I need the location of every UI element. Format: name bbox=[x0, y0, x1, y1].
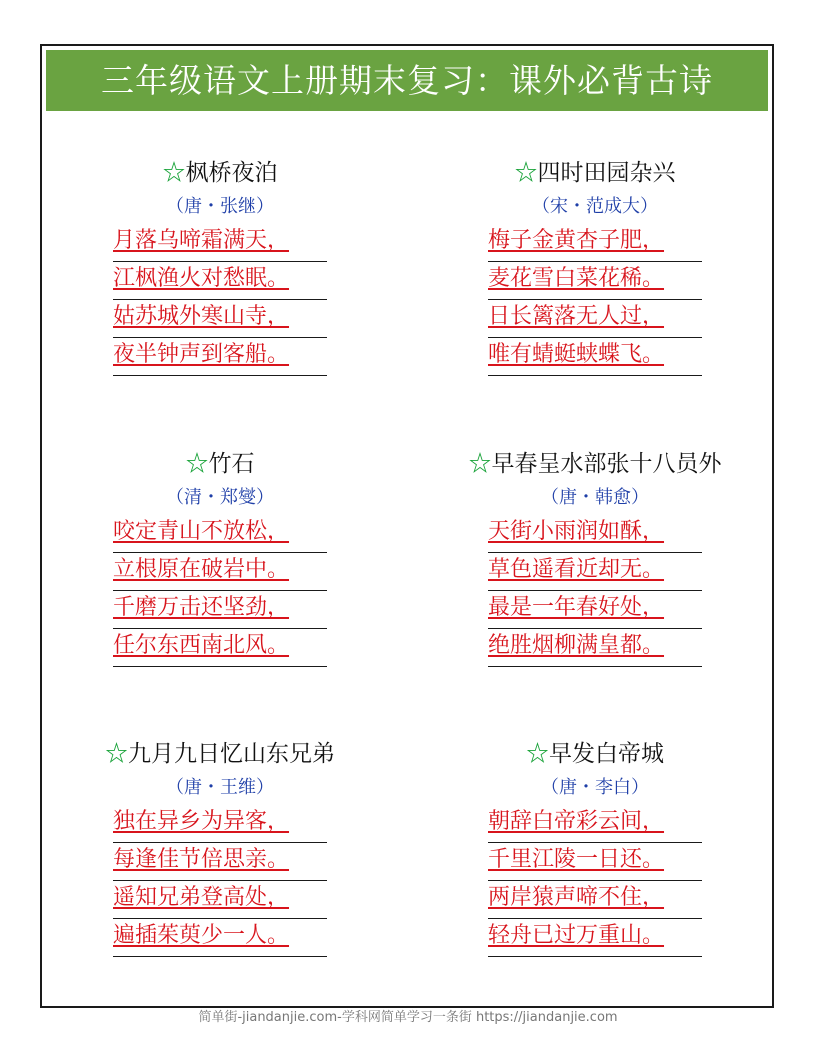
poem-line: 草色遥看近却无。 bbox=[488, 553, 702, 591]
star-icon: ☆ bbox=[468, 451, 492, 477]
poem-title-text: 九月九日忆山东兄弟 bbox=[128, 741, 335, 767]
poem-lines bbox=[488, 805, 702, 957]
poem-line: 任尔东西南北风。 bbox=[113, 629, 327, 667]
poem-card bbox=[70, 737, 370, 957]
poem-line: 千里江陵一日还。 bbox=[488, 843, 702, 881]
poem-title bbox=[70, 737, 370, 771]
poem-title-text: 四时田园杂兴 bbox=[537, 160, 676, 186]
poem-card bbox=[70, 447, 370, 667]
poem-title-text: 早春呈水部张十八员外 bbox=[491, 451, 722, 477]
poem-title-text: 竹石 bbox=[208, 451, 255, 477]
page-title: 三年级语文上册期末复习：课外必背古诗 bbox=[46, 50, 768, 111]
poem-line: 遥知兄弟登高处， bbox=[113, 881, 327, 919]
poem-title bbox=[445, 737, 745, 771]
poem-line: 江枫渔火对愁眠。 bbox=[113, 262, 327, 300]
poem-line: 立根原在破岩中。 bbox=[113, 553, 327, 591]
poem-line: 姑苏城外寒山寺， bbox=[113, 300, 327, 338]
poem-author: （唐・张继） bbox=[166, 196, 274, 217]
poem-line: 梅子金黄杏子肥， bbox=[488, 224, 702, 262]
poem-title-text: 早发白帝城 bbox=[549, 741, 664, 767]
poem-lines bbox=[113, 224, 327, 376]
poem-author: （唐・韩愈） bbox=[541, 487, 649, 508]
poem-lines bbox=[113, 805, 327, 957]
star-icon: ☆ bbox=[185, 451, 209, 477]
poem-line: 每逢佳节倍思亲。 bbox=[113, 843, 327, 881]
poem-lines bbox=[488, 515, 702, 667]
poem-line: 咬定青山不放松， bbox=[113, 515, 327, 553]
poem-line: 独在异乡为异客， bbox=[113, 805, 327, 843]
poem-title-text: 枫桥夜泊 bbox=[185, 160, 278, 186]
star-icon: ☆ bbox=[162, 160, 186, 186]
poem-title bbox=[70, 447, 370, 481]
poem-line: 夜半钟声到客船。 bbox=[113, 338, 327, 376]
poem-card bbox=[445, 156, 745, 376]
poem-card bbox=[445, 737, 745, 957]
poem-title bbox=[445, 447, 745, 481]
star-icon: ☆ bbox=[105, 741, 128, 767]
poem-line: 天街小雨润如酥， bbox=[488, 515, 702, 553]
poem-title bbox=[70, 156, 370, 190]
poem-author: （唐・李白） bbox=[541, 777, 649, 798]
poem-line: 绝胜烟柳满皇都。 bbox=[488, 629, 702, 667]
star-icon: ☆ bbox=[526, 741, 549, 767]
poem-author: （宋・范成大） bbox=[532, 196, 658, 217]
poem-line: 朝辞白帝彩云间， bbox=[488, 805, 702, 843]
poem-line: 两岸猿声啼不住， bbox=[488, 881, 702, 919]
poem-line: 月落乌啼霜满天， bbox=[113, 224, 327, 262]
poem-line: 遍插茱萸少一人。 bbox=[113, 919, 327, 957]
poem-line: 轻舟已过万重山。 bbox=[488, 919, 702, 957]
poem-line: 唯有蜻蜓蛱蝶飞。 bbox=[488, 338, 702, 376]
poem-card bbox=[70, 156, 370, 376]
poem-line: 千磨万击还坚劲， bbox=[113, 591, 327, 629]
poem-lines bbox=[113, 515, 327, 667]
poem-author: （清・郑燮） bbox=[166, 487, 274, 508]
star-icon: ☆ bbox=[514, 160, 538, 186]
poem-line: 日长篱落无人过， bbox=[488, 300, 702, 338]
poem-line: 最是一年春好处， bbox=[488, 591, 702, 629]
poem-author: （唐・王维） bbox=[166, 777, 274, 798]
footer-watermark: 简单街-jiandanjie.com-学科网简单学习一条街 https://jiandanjie.com bbox=[198, 1010, 618, 1025]
poem-line: 麦花雪白菜花稀。 bbox=[488, 262, 702, 300]
poem-lines bbox=[488, 224, 702, 376]
poem-card bbox=[445, 447, 745, 667]
poem-title bbox=[445, 156, 745, 190]
